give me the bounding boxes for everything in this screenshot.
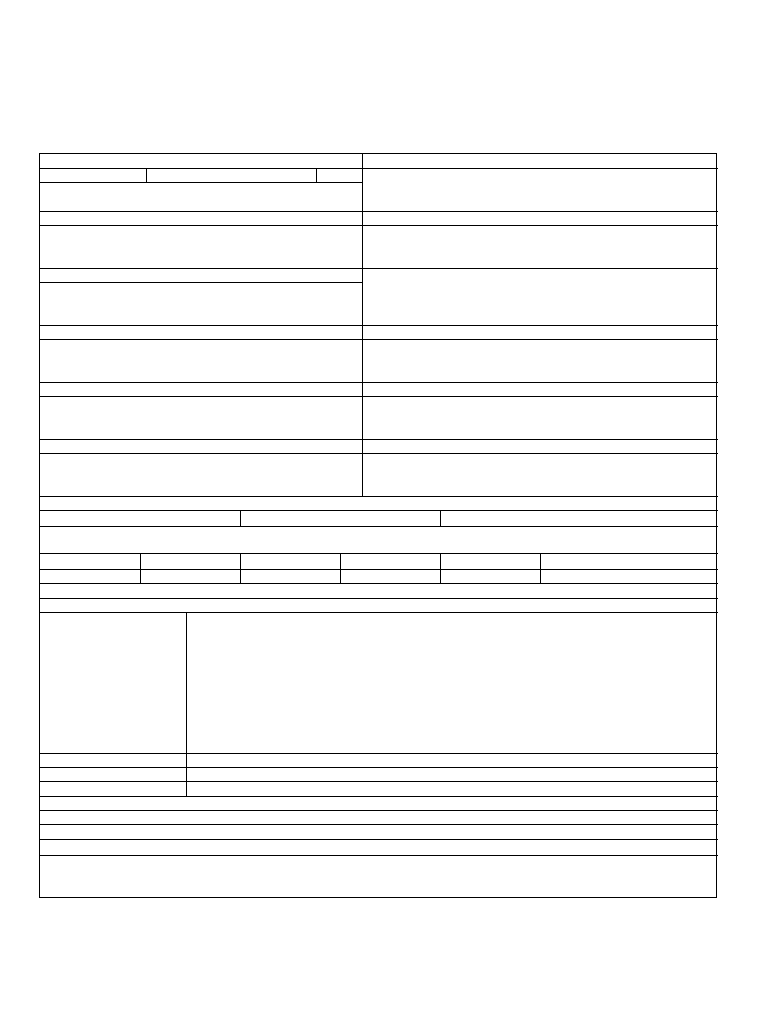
form-column-rule (440, 510, 441, 526)
form-rule (40, 781, 718, 782)
form-rule (40, 211, 718, 212)
form-rule (40, 225, 718, 226)
form-rule (40, 569, 718, 570)
form-rule (40, 168, 718, 169)
form-rule (40, 282, 362, 283)
form-column-rule (340, 553, 341, 583)
form-rule (40, 268, 718, 269)
form-column-rule (186, 612, 187, 797)
form-rule (40, 496, 718, 497)
form-rule (40, 510, 718, 511)
form-rule (40, 855, 718, 856)
form-rule (40, 753, 718, 754)
form-rule (40, 583, 718, 584)
form-rule (40, 839, 718, 840)
form-rule (40, 612, 718, 613)
form-rule (40, 453, 718, 454)
form-column-rule (240, 553, 241, 583)
form-rule (40, 396, 718, 397)
form-rule (40, 382, 718, 383)
form-column-rule (240, 510, 241, 526)
form-rule (40, 526, 718, 527)
form-column-rule (140, 553, 141, 583)
form-column-rule (362, 154, 363, 496)
form-rule (40, 824, 718, 825)
form-column-rule (316, 168, 317, 182)
form-column-rule (440, 553, 441, 583)
form-rule (40, 598, 718, 599)
form-rule (40, 810, 718, 811)
form-rule (40, 325, 718, 326)
form-rule (40, 553, 718, 554)
form-column-rule (146, 168, 147, 182)
form-rule (40, 182, 362, 183)
form-rule (40, 439, 718, 440)
form-rule (40, 767, 718, 768)
form-column-rule (540, 553, 541, 583)
form-rule (40, 339, 718, 340)
form-rule (40, 796, 718, 797)
position-description-form (39, 153, 717, 898)
